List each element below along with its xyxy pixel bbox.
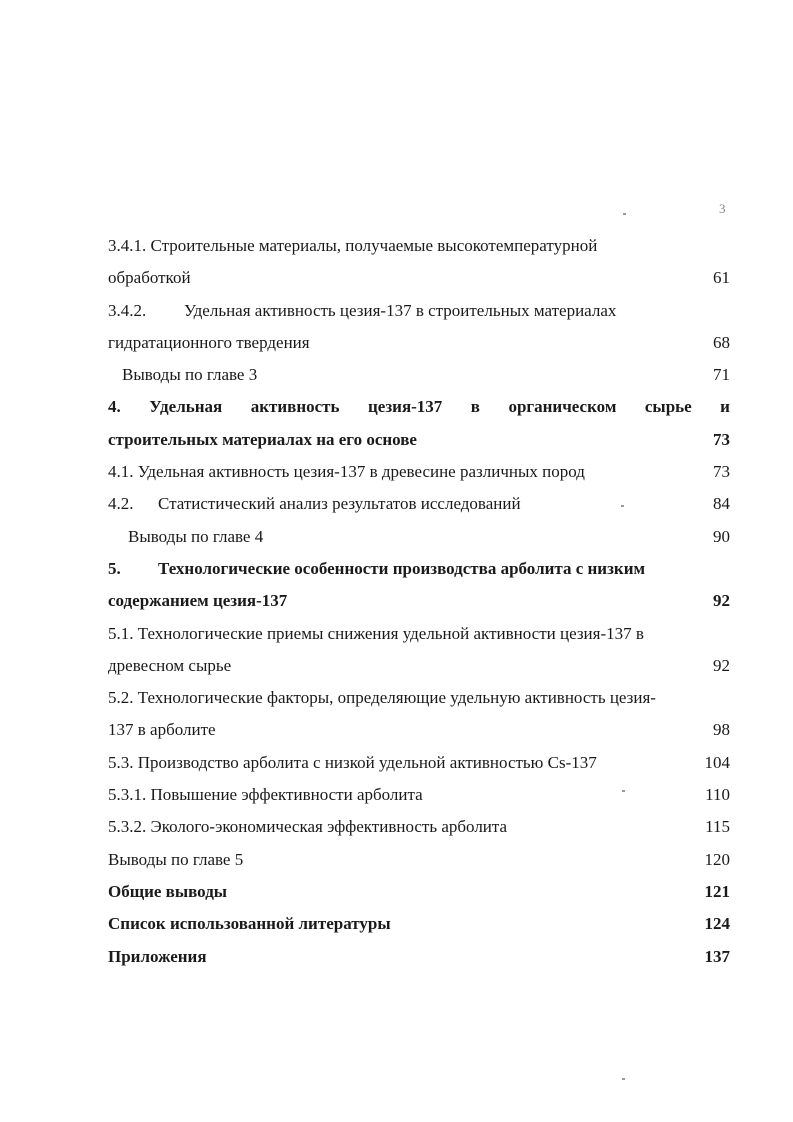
toc-entry-number: 4.2. [108,494,134,514]
toc-page-number: 120 [704,849,730,869]
toc-entry-conclusions-ch5 [108,844,730,876]
toc-entry-conclusions-ch4 [108,521,730,553]
toc-entry-text: Удельная активность цезия-137 в строительных материалах [184,300,617,320]
toc-chapter-word: органическом [508,397,617,417]
toc-entry-text: 5.3.2. Эколого-экономическая эффективность арболита [108,817,508,837]
toc-entry-3-4-2-line2 [108,327,730,359]
toc-chapter-word: цезия-137 [367,397,443,417]
toc-entry-text: Список использованной литературы [108,914,391,934]
toc-entry-5-3 [108,747,730,779]
toc-page-number: 121 [704,881,730,901]
toc-page-number: 98 [713,720,730,740]
toc-page-number: 115 [705,817,730,837]
toc-chapter-word: 4. [108,397,121,417]
toc-entry-text: Приложения [108,946,207,966]
toc-page-number: 104 [704,752,730,772]
toc-page-number: 71 [713,365,730,385]
toc-entry-text: древесном сырье [108,655,232,675]
toc-entry-general-conclusions [108,876,730,908]
toc-entry-3-4-1-line1 [108,230,730,262]
toc-entry-text: 137 в арболите [108,720,216,740]
toc-entry-5-3-2 [108,811,730,843]
toc-page-number: 61 [713,268,730,288]
toc-entry-text: Выводы по главе 3 [122,365,258,385]
toc-chapter-5-line2 [108,585,730,617]
toc-entry-text: 4.1. Удельная активность цезия-137 в древесине различных пород [108,462,585,482]
toc-page-number: 124 [704,914,730,934]
toc-page-number: 110 [705,785,730,805]
toc-entry-references [108,908,730,940]
toc-page-number: 92 [713,655,730,675]
toc-page-number: 73 [713,429,730,449]
page-number: 3 [719,201,726,216]
toc-chapter-4-line1 [108,391,730,423]
toc-entry-text: 5.3.1. Повышение эффективности арболита [108,785,423,805]
toc-entry-4-2 [108,488,730,520]
toc-chapter-word: активность [250,397,340,417]
toc-entry-number: 3.4.2. [108,300,147,320]
toc-entry-text: Технологические особенности производства арболита с низким [158,558,646,578]
toc-entry-text: 5.1. Технологические приемы снижения удельной активности цезия-137 в [108,623,644,643]
toc-page-number: 73 [713,462,730,482]
scan-speck [622,1078,625,1080]
table-of-contents [108,230,730,973]
toc-page-number: 90 [713,526,730,546]
toc-entry-5-2-line1 [108,682,730,714]
toc-entry-text: обработкой [108,268,191,288]
toc-entry-text: гидратационного твердения [108,332,310,352]
toc-entry-text: Выводы по главе 5 [108,849,244,869]
toc-page-number: 68 [713,332,730,352]
toc-entry-text: 3.4.1. Строительные материалы, получаемые высокотемпературной [108,236,598,255]
toc-entry-text: Выводы по главе 4 [128,526,264,546]
toc-entry-4-1 [108,456,730,488]
scan-speck [623,213,626,215]
toc-entry-text: строительных материалах на его основе [108,429,417,449]
toc-chapter-word: в [470,397,480,417]
toc-entry-5-2-line2 [108,714,730,746]
toc-chapter-word: Удельная [149,397,223,417]
toc-entry-3-4-2-line1 [108,295,730,327]
toc-entry-text: 5.3. Производство арболита с низкой удельной активностью Cs-137 [108,752,597,772]
toc-entry-text: 5.2. Технологические факторы, определяющие удельную активность цезия- [108,688,656,708]
toc-chapter-word: сырье [644,397,692,417]
toc-page-number: 84 [713,494,730,514]
toc-entry-5-3-1 [108,779,730,811]
toc-page-number: 137 [704,946,730,966]
toc-chapter-word: и [720,397,730,417]
toc-entry-5-1-line1 [108,618,730,650]
toc-chapter-5-line1 [108,553,730,585]
toc-entry-3-4-1-line2 [108,262,730,294]
toc-entry-conclusions-ch3 [108,359,730,391]
toc-entry-5-1-line2 [108,650,730,682]
toc-entry-text: содержанием цезия-137 [108,591,288,611]
toc-entry-appendices [108,941,730,973]
toc-entry-number: 5. [108,558,121,578]
toc-chapter-4-line2 [108,424,730,456]
toc-page-number: 92 [713,591,730,611]
toc-entry-text: Общие выводы [108,881,228,901]
toc-entry-text: Статистический анализ результатов исследований [158,494,521,514]
